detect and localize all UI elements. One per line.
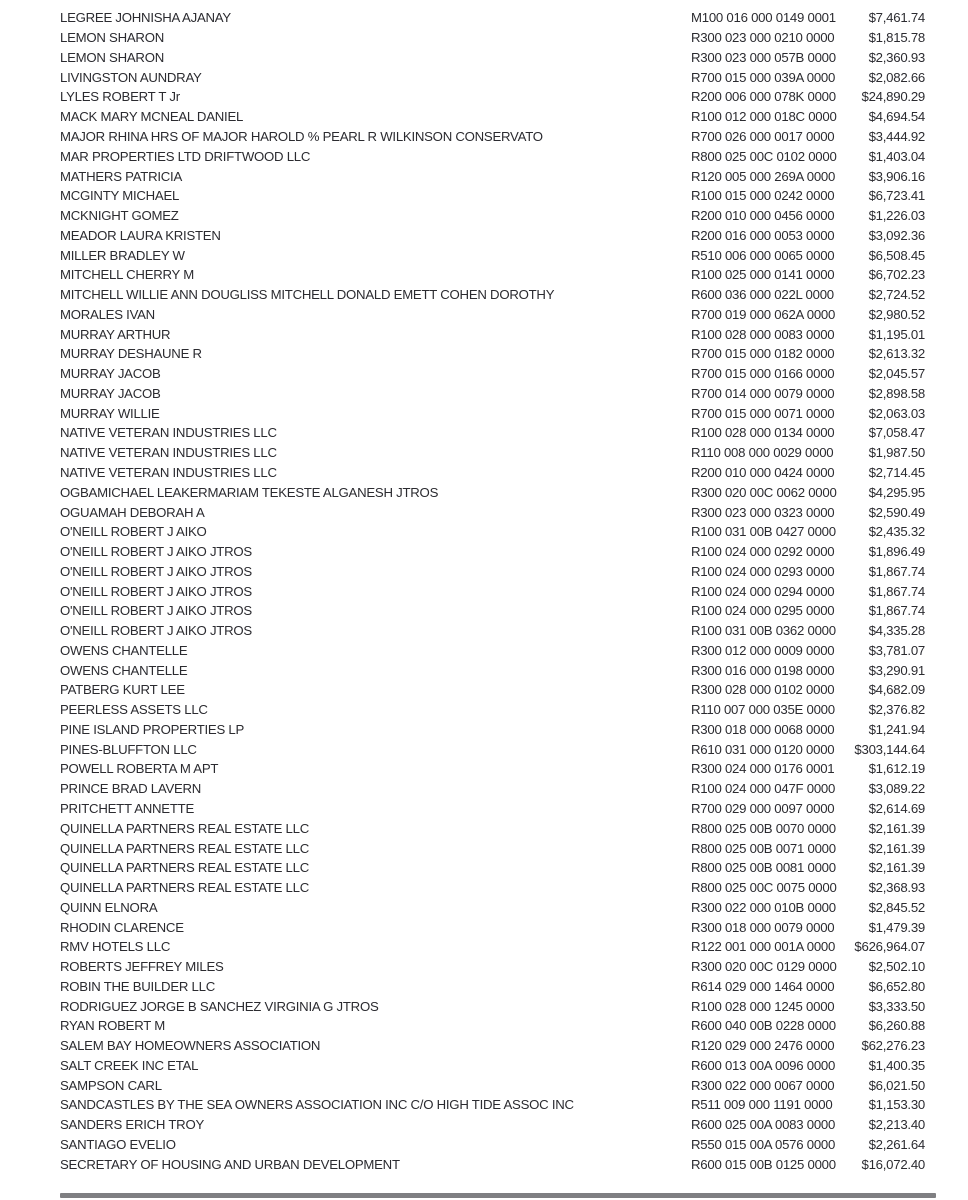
owner-name-cell: PRINCE BRAD LAVERN <box>60 781 202 797</box>
owner-name-cell: LYLES ROBERT T Jr <box>60 89 180 105</box>
parcel-id-cell: R550 015 00A 0576 0000 <box>691 1137 836 1153</box>
amount-due-cell: $2,045.57 <box>868 366 925 382</box>
amount-due-cell: $6,260.88 <box>868 1018 925 1034</box>
parcel-id-cell: R610 031 000 0120 0000 <box>691 741 835 757</box>
amount-due-cell: $2,063.03 <box>868 405 925 421</box>
parcel-id-cell: R110 007 000 035E 0000 <box>691 702 835 718</box>
table-row <box>60 1135 925 1155</box>
parcel-id-cell: R700 015 000 0071 0000 <box>691 405 835 421</box>
owner-name-cell: SAMPSON CARL <box>60 1077 162 1093</box>
owner-name-cell: MURRAY JACOB <box>60 366 161 382</box>
owner-name-cell: RODRIGUEZ JORGE B SANCHEZ VIRGINIA G JTROS <box>60 998 379 1014</box>
parcel-id-cell: R200 010 000 0456 0000 <box>691 208 835 224</box>
owner-name-cell: PATBERG KURT LEE <box>60 682 185 698</box>
owner-name-cell: QUINELLA PARTNERS REAL ESTATE LLC <box>60 820 309 836</box>
owner-name-cell: ROBIN THE BUILDER LLC <box>60 978 215 994</box>
owner-name-cell: MURRAY WILLIE <box>60 405 160 421</box>
owner-name-cell: ROBERTS JEFFREY MILES <box>60 959 224 975</box>
parcel-id-cell: R700 015 000 039A 0000 <box>691 69 836 85</box>
parcel-id-cell: R300 022 000 0067 0000 <box>691 1077 835 1093</box>
parcel-id-cell: R300 024 000 0176 0001 <box>691 761 835 777</box>
table-row <box>60 621 925 641</box>
amount-due-cell: $2,724.52 <box>868 287 925 303</box>
owner-name-cell: SANDCASTLES BY THE SEA OWNERS ASSOCIATION INC C/O HIGH TIDE ASSOC INC <box>60 1097 574 1113</box>
table-row <box>60 1095 925 1115</box>
amount-due-cell: $2,360.93 <box>868 49 925 65</box>
parcel-id-cell: R100 031 00B 0362 0000 <box>691 623 836 639</box>
amount-due-cell: $3,092.36 <box>868 227 925 243</box>
parcel-id-cell: R700 026 000 0017 0000 <box>691 128 835 144</box>
table-row <box>60 482 925 502</box>
owner-name-cell: MAR PROPERTIES LTD DRIFTWOOD LLC <box>60 148 311 164</box>
owner-name-cell: NATIVE VETERAN INDUSTRIES LLC <box>60 445 277 461</box>
parcel-id-cell: R300 023 000 0323 0000 <box>691 504 835 520</box>
table-row <box>60 581 925 601</box>
table-row <box>60 107 925 127</box>
parcel-id-cell: R110 008 000 0029 0000 <box>691 445 834 461</box>
amount-due-cell: $6,702.23 <box>868 267 925 283</box>
owner-name-cell: SANDERS ERICH TROY <box>60 1117 205 1133</box>
owner-name-cell: MAJOR RHINA HRS OF MAJOR HAROLD % PEARL R WILKINSON CONSERVATO <box>60 128 543 144</box>
amount-due-cell: $2,980.52 <box>868 306 925 322</box>
cut-off-next-row-remnant <box>60 1193 936 1198</box>
amount-due-cell: $4,335.28 <box>868 623 925 639</box>
table-row <box>60 225 925 245</box>
amount-due-cell: $2,714.45 <box>868 464 925 480</box>
amount-due-cell: $1,226.03 <box>868 208 925 224</box>
amount-due-cell: $24,890.29 <box>861 89 925 105</box>
amount-due-cell: $2,082.66 <box>868 69 925 85</box>
parcel-id-cell: R600 036 000 022L 0000 <box>691 287 834 303</box>
parcel-id-cell: R700 019 000 062A 0000 <box>691 306 836 322</box>
table-row <box>60 186 925 206</box>
table-row <box>60 996 925 1016</box>
table-row <box>60 304 925 324</box>
amount-due-cell: $1,896.49 <box>868 544 925 560</box>
parcel-id-cell: R100 015 000 0242 0000 <box>691 188 835 204</box>
table-row <box>60 818 925 838</box>
table-row <box>60 324 925 344</box>
amount-due-cell: $2,161.39 <box>868 860 925 876</box>
owner-name-cell: PINES-BLUFFTON LLC <box>60 741 197 757</box>
amount-due-cell: $3,906.16 <box>868 168 925 184</box>
parcel-id-cell: R700 015 000 0182 0000 <box>691 346 835 362</box>
amount-due-cell: $303,144.64 <box>854 741 925 757</box>
table-row <box>60 1036 925 1056</box>
parcel-id-cell: R200 010 000 0424 0000 <box>691 464 835 480</box>
owner-name-cell: POWELL ROBERTA M APT <box>60 761 219 777</box>
amount-due-cell: $2,261.64 <box>868 1137 925 1153</box>
parcel-id-cell: R600 040 00B 0228 0000 <box>691 1018 836 1034</box>
amount-due-cell: $7,058.47 <box>868 425 925 441</box>
owner-name-cell: O'NEILL ROBERT J AIKO JTROS <box>60 583 252 599</box>
amount-due-cell: $2,590.49 <box>868 504 925 520</box>
table-row <box>60 8 925 28</box>
owner-name-cell: QUINN ELNORA <box>60 899 158 915</box>
parcel-id-cell: R800 025 00B 0081 0000 <box>691 860 836 876</box>
parcel-id-cell: R300 016 000 0198 0000 <box>691 662 835 678</box>
amount-due-cell: $7,461.74 <box>868 10 925 26</box>
table-row <box>60 463 925 483</box>
owner-name-cell: LEMON SHARON <box>60 49 164 65</box>
owner-name-cell: NATIVE VETERAN INDUSTRIES LLC <box>60 464 277 480</box>
owner-name-cell: MITCHELL WILLIE ANN DOUGLISS MITCHELL DONALD EMETT COHEN DOROTHY <box>60 287 555 303</box>
owner-name-cell: MILLER BRADLEY W <box>60 247 185 263</box>
amount-due-cell: $1,815.78 <box>868 30 925 46</box>
amount-due-cell: $2,502.10 <box>868 959 925 975</box>
table-row <box>60 977 925 997</box>
owner-name-cell: LEMON SHARON <box>60 30 164 46</box>
owner-name-cell: MEADOR LAURA KRISTEN <box>60 227 221 243</box>
amount-due-cell: $2,614.69 <box>868 801 925 816</box>
owner-name-cell: MITCHELL CHERRY M <box>60 267 194 283</box>
table-row <box>60 1154 925 1174</box>
owner-name-cell: OGUAMAH DEBORAH A <box>60 504 205 520</box>
table-row <box>60 660 925 680</box>
table-row <box>60 403 925 423</box>
table-row <box>60 897 925 917</box>
parcel-id-cell: R300 023 000 0210 0000 <box>691 30 835 46</box>
parcel-id-cell: R300 028 000 0102 0000 <box>691 682 835 698</box>
table-row <box>60 779 925 799</box>
owner-name-cell: RYAN ROBERT M <box>60 1018 165 1034</box>
amount-due-cell: $6,508.45 <box>868 247 925 263</box>
table-row <box>60 522 925 542</box>
parcel-id-cell: R300 018 000 0079 0000 <box>691 919 835 935</box>
table-row <box>60 285 925 305</box>
owner-name-cell: O'NEILL ROBERT J AIKO JTROS <box>60 563 252 579</box>
table-row <box>60 680 925 700</box>
parcel-id-cell: R511 009 000 1191 0000 <box>691 1097 833 1113</box>
amount-due-cell: $2,376.82 <box>868 702 925 718</box>
table-row <box>60 443 925 463</box>
owner-name-cell: LIVINGSTON AUNDRAY <box>60 69 202 85</box>
amount-due-cell: $4,694.54 <box>868 109 925 125</box>
owner-name-cell: LEGREE JOHNISHA AJANAY <box>60 10 231 26</box>
amount-due-cell: $1,867.74 <box>868 583 925 599</box>
parcel-id-cell: R100 012 000 018C 0000 <box>691 109 837 125</box>
parcel-id-cell: R100 028 000 1245 0000 <box>691 998 835 1014</box>
table-row <box>60 502 925 522</box>
owner-name-cell: OGBAMICHAEL LEAKERMARIAM TEKESTE ALGANESH JTROS <box>60 484 439 500</box>
amount-due-cell: $3,290.91 <box>868 662 925 678</box>
owner-name-cell: MURRAY ARTHUR <box>60 326 171 342</box>
amount-due-cell: $2,161.39 <box>868 820 925 836</box>
amount-due-cell: $1,195.01 <box>868 326 925 342</box>
table-row <box>60 700 925 720</box>
table-row <box>60 561 925 581</box>
amount-due-cell: $2,161.39 <box>868 840 925 856</box>
owner-name-cell: PRITCHETT ANNETTE <box>60 801 194 816</box>
parcel-id-cell: R300 020 00C 0062 0000 <box>691 484 837 500</box>
parcel-id-cell: R700 014 000 0079 0000 <box>691 385 835 401</box>
table-row <box>60 917 925 937</box>
table-row <box>60 799 925 819</box>
parcel-id-cell: R510 006 000 0065 0000 <box>691 247 835 263</box>
owner-name-cell: PEERLESS ASSETS LLC <box>60 702 208 718</box>
owner-name-cell: PINE ISLAND PROPERTIES LP <box>60 721 245 737</box>
parcel-id-cell: R100 031 00B 0427 0000 <box>691 524 836 540</box>
owner-name-cell: QUINELLA PARTNERS REAL ESTATE LLC <box>60 840 309 856</box>
amount-due-cell: $6,723.41 <box>868 188 925 204</box>
amount-due-cell: $2,845.52 <box>868 899 925 915</box>
owner-name-cell: MURRAY JACOB <box>60 385 161 401</box>
owner-name-cell: RHODIN CLARENCE <box>60 919 184 935</box>
amount-due-cell: $1,241.94 <box>868 721 925 737</box>
amount-due-cell: $1,867.74 <box>868 603 925 619</box>
parcel-id-cell: R300 023 000 057B 0000 <box>691 49 836 65</box>
table-row <box>60 641 925 661</box>
parcel-id-cell: R100 024 000 0293 0000 <box>691 563 835 579</box>
amount-due-cell: $6,652.80 <box>868 978 925 994</box>
table-row <box>60 1056 925 1076</box>
table-row <box>60 28 925 48</box>
table-row <box>60 759 925 779</box>
table-row <box>60 127 925 147</box>
parcel-id-cell: R800 025 00B 0070 0000 <box>691 820 836 836</box>
amount-due-cell: $2,898.58 <box>868 385 925 401</box>
owner-name-cell: MACK MARY MCNEAL DANIEL <box>60 109 244 125</box>
parcel-id-cell: R200 016 000 0053 0000 <box>691 227 835 243</box>
owner-name-cell: OWENS CHANTELLE <box>60 642 188 658</box>
parcel-id-cell: R100 024 000 0294 0000 <box>691 583 835 599</box>
parcel-id-cell: R122 001 000 001A 0000 <box>691 939 836 955</box>
owner-name-cell: O'NEILL ROBERT J AIKO JTROS <box>60 603 252 619</box>
table-row <box>60 423 925 443</box>
amount-due-cell: $6,021.50 <box>868 1077 925 1093</box>
parcel-id-cell: R300 020 00C 0129 0000 <box>691 959 837 975</box>
amount-due-cell: $16,072.40 <box>861 1156 925 1172</box>
table-row <box>60 1075 925 1095</box>
table-row <box>60 1016 925 1036</box>
owner-name-cell: MCKNIGHT GOMEZ <box>60 208 179 224</box>
owner-parcel-amount-list <box>60 8 925 1174</box>
owner-name-cell: MURRAY DESHAUNE R <box>60 346 202 362</box>
table-row <box>60 878 925 898</box>
table-row <box>60 364 925 384</box>
amount-due-cell: $3,444.92 <box>868 128 925 144</box>
parcel-id-cell: R100 028 000 0083 0000 <box>691 326 835 342</box>
table-row <box>60 166 925 186</box>
owner-name-cell: RMV HOTELS LLC <box>60 939 171 955</box>
table-row <box>60 838 925 858</box>
table-row <box>60 937 925 957</box>
parcel-id-cell: R700 015 000 0166 0000 <box>691 366 835 382</box>
owner-name-cell: MORALES IVAN <box>60 306 155 322</box>
table-row <box>60 48 925 68</box>
owner-name-cell: SANTIAGO EVELIO <box>60 1137 176 1153</box>
amount-due-cell: $2,213.40 <box>868 1117 925 1133</box>
parcel-id-cell: R800 025 00C 0075 0000 <box>691 880 837 896</box>
amount-due-cell: $1,403.04 <box>868 148 925 164</box>
owner-name-cell: QUINELLA PARTNERS REAL ESTATE LLC <box>60 860 309 876</box>
amount-due-cell: $1,479.39 <box>868 919 925 935</box>
amount-due-cell: $4,682.09 <box>868 682 925 698</box>
table-row <box>60 67 925 87</box>
owner-name-cell: MATHERS PATRICIA <box>60 168 183 184</box>
parcel-id-cell: R100 028 000 0134 0000 <box>691 425 835 441</box>
parcel-id-cell: R120 029 000 2476 0000 <box>691 1038 835 1054</box>
table-row <box>60 265 925 285</box>
table-row <box>60 1115 925 1135</box>
parcel-id-cell: R100 025 000 0141 0000 <box>691 267 835 283</box>
table-row <box>60 542 925 562</box>
amount-due-cell: $3,333.50 <box>868 998 925 1014</box>
parcel-id-cell: M100 016 000 0149 0001 <box>691 10 836 26</box>
table-row <box>60 146 925 166</box>
parcel-id-cell: R300 018 000 0068 0000 <box>691 721 835 737</box>
table-row <box>60 87 925 107</box>
table-row <box>60 245 925 265</box>
parcel-id-cell: R600 025 00A 0083 0000 <box>691 1117 836 1133</box>
table-row <box>60 739 925 759</box>
owner-name-cell: SALEM BAY HOMEOWNERS ASSOCIATION <box>60 1038 321 1054</box>
amount-due-cell: $2,435.32 <box>868 524 925 540</box>
amount-due-cell: $2,368.93 <box>868 880 925 896</box>
owner-name-cell: OWENS CHANTELLE <box>60 662 188 678</box>
table-row <box>60 206 925 226</box>
amount-due-cell: $1,153.30 <box>868 1097 925 1113</box>
amount-due-cell: $1,400.35 <box>868 1057 925 1073</box>
parcel-id-cell: R300 022 000 010B 0000 <box>691 899 836 915</box>
table-row <box>60 344 925 364</box>
parcel-id-cell: R600 015 00B 0125 0000 <box>691 1156 836 1172</box>
owner-name-cell: O'NEILL ROBERT J AIKO <box>60 524 207 540</box>
owner-name-cell: O'NEILL ROBERT J AIKO JTROS <box>60 544 252 560</box>
parcel-id-cell: R100 024 000 0295 0000 <box>691 603 835 619</box>
amount-due-cell: $1,867.74 <box>868 563 925 579</box>
owner-name-cell: NATIVE VETERAN INDUSTRIES LLC <box>60 425 277 441</box>
table-row <box>60 601 925 621</box>
owner-name-cell: QUINELLA PARTNERS REAL ESTATE LLC <box>60 880 309 896</box>
parcel-id-cell: R200 006 000 078K 0000 <box>691 89 836 105</box>
parcel-id-cell: R120 005 000 269A 0000 <box>691 168 836 184</box>
parcel-id-cell: R600 013 00A 0096 0000 <box>691 1057 836 1073</box>
owner-name-cell: SALT CREEK INC ETAL <box>60 1057 199 1073</box>
table-row <box>60 858 925 878</box>
parcel-id-cell: R300 012 000 0009 0000 <box>691 642 835 658</box>
parcel-id-cell: R800 025 00B 0071 0000 <box>691 840 836 856</box>
table-row <box>60 720 925 740</box>
amount-due-cell: $3,781.07 <box>868 642 925 658</box>
amount-due-cell: $62,276.23 <box>861 1038 925 1054</box>
amount-due-cell: $2,613.32 <box>868 346 925 362</box>
table-row <box>60 957 925 977</box>
owner-name-cell: O'NEILL ROBERT J AIKO JTROS <box>60 623 252 639</box>
amount-due-cell: $626,964.07 <box>854 939 925 955</box>
owner-name-cell: MCGINTY MICHAEL <box>60 188 180 204</box>
parcel-id-cell: R614 029 000 1464 0000 <box>691 978 835 994</box>
owner-name-cell: SECRETARY OF HOUSING AND URBAN DEVELOPMENT <box>60 1156 400 1172</box>
parcel-id-cell: R700 029 000 0097 0000 <box>691 801 835 816</box>
table-row <box>60 384 925 404</box>
amount-due-cell: $1,987.50 <box>868 445 925 461</box>
parcel-id-cell: R100 024 000 047F 0000 <box>691 781 836 797</box>
amount-due-cell: $3,089.22 <box>868 781 925 797</box>
amount-due-cell: $4,295.95 <box>868 484 925 500</box>
amount-due-cell: $1,612.19 <box>868 761 925 777</box>
parcel-id-cell: R800 025 00C 0102 0000 <box>691 148 837 164</box>
parcel-id-cell: R100 024 000 0292 0000 <box>691 544 835 560</box>
